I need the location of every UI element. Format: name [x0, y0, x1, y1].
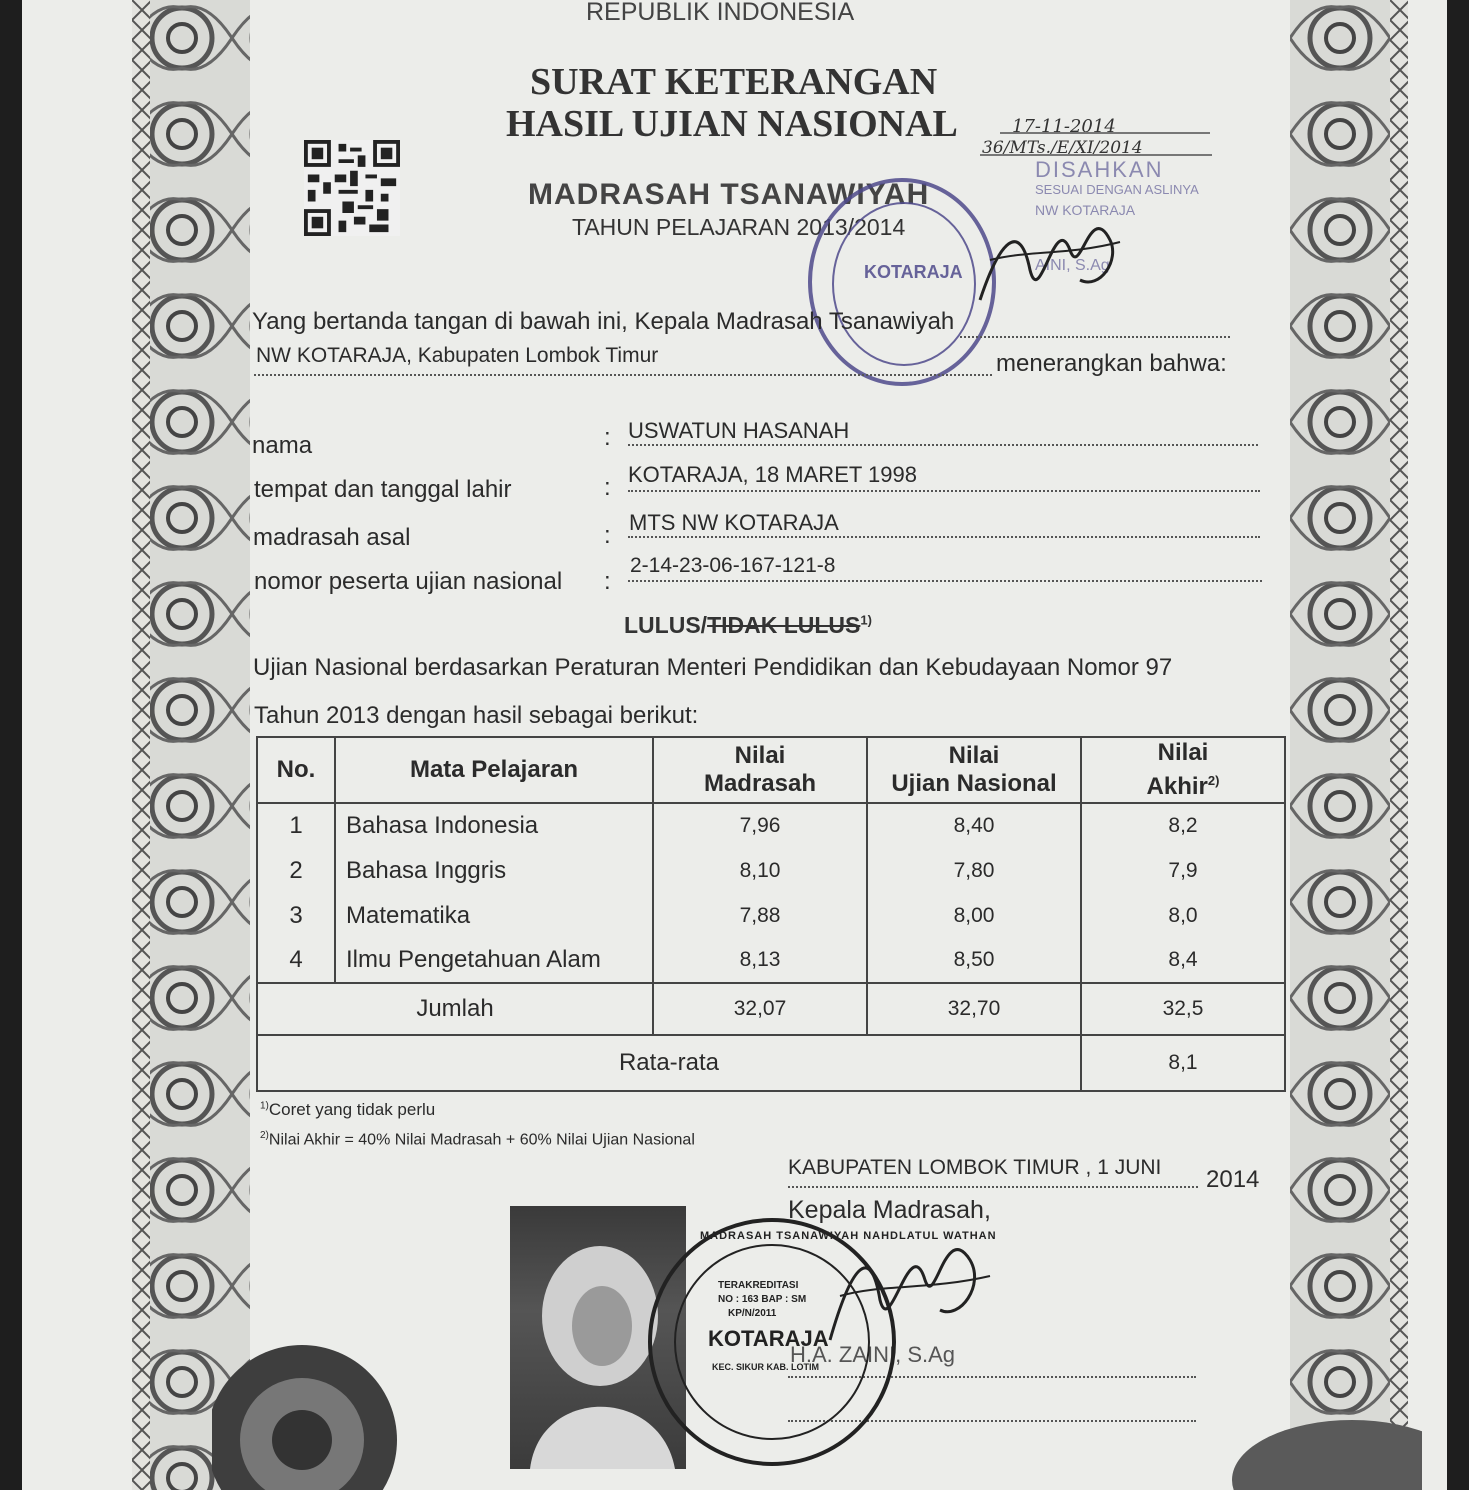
intro-line2-suffix: menerangkan bahwa: — [996, 350, 1227, 377]
basis-line1: Ujian Nasional berdasarkan Peraturan Menteri Pendidikan dan Kebudayaan Nomor 97 — [253, 654, 1173, 681]
intro-dotline-1 — [960, 336, 1230, 338]
country-label: REPUBLIK INDONESIA — [586, 0, 855, 26]
footnote-1: $^{1)}$Coret yang tidak perlu — [260, 1100, 436, 1119]
footnote-2: $^{2)}$Nilai Akhir = 40% Nilai Madrasah + 60% Nilai Ujian Nasional — [260, 1130, 695, 1149]
school-type-heading: MADRASAH TSANAWIYAH — [528, 178, 930, 211]
identity-colon-birth: : — [604, 474, 611, 501]
result-footnote-mark: 1) — [860, 612, 872, 628]
legalize-stamp: DISAHKAN SESUAI DENGAN ASLINYA NW KOTARAJA AINI, S.Ag — [1035, 157, 1199, 274]
handwritten-date: 17-11-2014 — [1012, 116, 1116, 137]
identity-dotline-name — [628, 444, 1258, 446]
grades-table — [256, 736, 1286, 1092]
identity-label-birth: tempat dan tanggal lahir — [254, 476, 512, 503]
result-status — [624, 612, 872, 639]
handwritten-reference: 36/MTs./E/XI/2014 — [982, 138, 1143, 158]
header-subject: Mata Pelajaran — [335, 737, 653, 803]
header-un: Nilai Ujian Nasional — [867, 737, 1081, 803]
signature-dotline-date — [788, 1186, 1198, 1188]
identity-value-name: USWATUN HASANAH — [628, 418, 850, 443]
identity-label-name: nama — [252, 432, 313, 459]
table-average-row: Rata-rata 8,1 — [257, 1035, 1285, 1091]
identity-dotline-school — [628, 536, 1260, 538]
intro-line2: NW KOTARAJA, Kabupaten Lombok Timur — [256, 344, 659, 367]
table-row: 2 Bahasa Inggris 8,10 7,80 7,9 — [257, 848, 1285, 893]
identity-colon-name: : — [604, 424, 611, 451]
table-total-row: Jumlah 32,07 32,70 32,5 — [257, 983, 1285, 1035]
signature-name: H.A. ZAINI, S.Ag — [790, 1342, 956, 1367]
identity-value-school: MTS NW KOTARAJA — [629, 510, 839, 535]
document-title-line2: HASIL UJIAN NASIONAL — [506, 103, 958, 145]
legalize-line-2 — [980, 154, 1212, 156]
signature-place-date: KABUPATEN LOMBOK TIMUR , 1 JUNI — [788, 1156, 1162, 1179]
identity-dotline-birth — [628, 490, 1260, 492]
header-akhir: Nilai Akhir$^{2)}$ — [1081, 737, 1285, 803]
identity-dotline-exam-number — [628, 580, 1262, 582]
official-stamp-bottom: TERAKREDITASI NO : 163 BAP : SM KP/N/2011 KOTARAJA KEC. SIKUR KAB. LOTIM MADRASAH TSANAWIYAH NAHDLATUL WATHAN — [648, 1218, 896, 1466]
identity-colon-exam-number: : — [604, 568, 611, 595]
header-madrasah: Nilai Madrasah — [653, 737, 867, 803]
legalize-line-1 — [1000, 132, 1210, 134]
basis-line2: Tahun 2013 dengan hasil sebagai berikut: — [254, 702, 699, 729]
identity-value-exam-number: 2-14-23-06-167-121-8 — [630, 554, 836, 577]
signature-bottom — [820, 1210, 1000, 1360]
signature-top — [960, 180, 1130, 320]
signature-year: 2014 — [1206, 1166, 1260, 1193]
result-tidak-lulus: TIDAK LULUS — [707, 612, 861, 638]
table-row: 1 Bahasa Indonesia 7,96 8,40 8,2 — [257, 803, 1285, 848]
grades-body — [257, 803, 1285, 1091]
identity-colon-school: : — [604, 522, 611, 549]
table-row: 3 Matematika 7,88 8,00 8,0 — [257, 893, 1285, 938]
table-header-row — [257, 737, 1285, 803]
document-title-line1: SURAT KETERANGAN — [530, 61, 938, 103]
table-row: 4 Ilmu Pengetahuan Alam 8,13 8,50 8,4 — [257, 938, 1285, 983]
identity-value-birth: KOTARAJA, 18 MARET 1998 — [628, 462, 917, 487]
intro-dotline-2 — [254, 374, 992, 376]
qr-code-icon — [302, 140, 402, 236]
result-lulus: LULUS/ — [624, 612, 708, 638]
signature-role: Kepala Madrasah, — [788, 1196, 991, 1224]
header-no: No. — [257, 737, 335, 803]
intro-line1: Yang bertanda tangan di bawah ini, Kepala Madrasah Tsanawiyah — [252, 308, 955, 335]
academic-year: TAHUN PELAJARAN 2013/2014 — [572, 214, 906, 240]
official-stamp-top: KOTARAJA — [808, 178, 996, 386]
identity-label-school: madrasah asal — [253, 524, 411, 551]
identity-label-exam-number: nomor peserta ujian nasional — [254, 568, 563, 595]
